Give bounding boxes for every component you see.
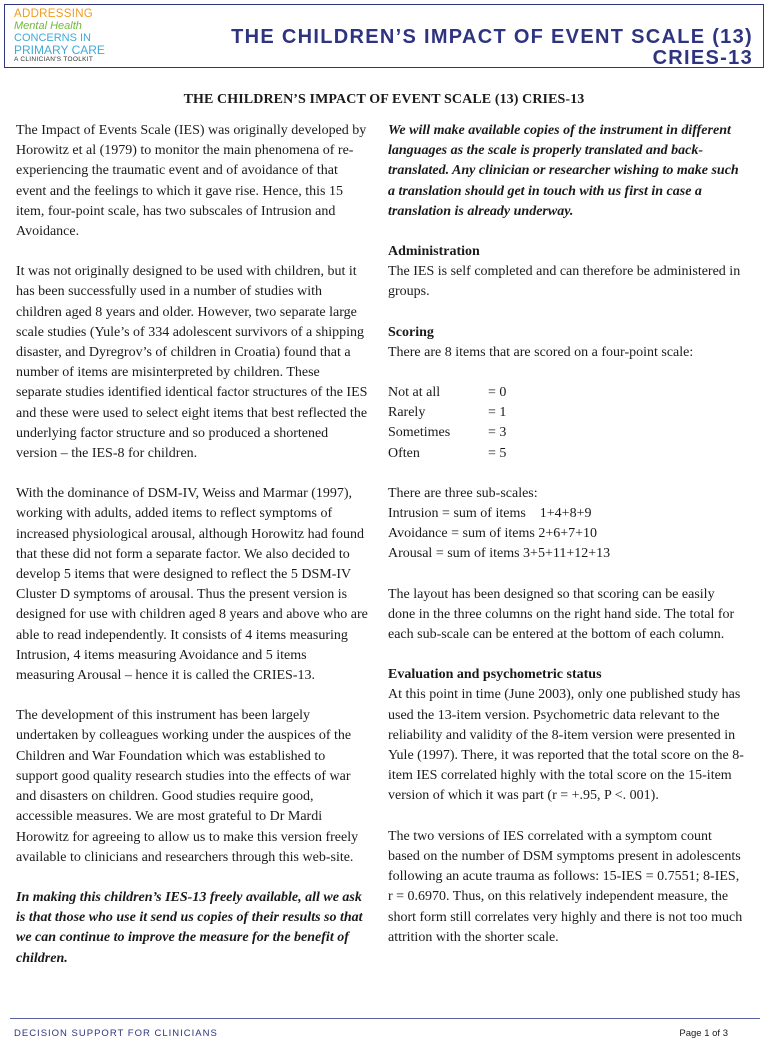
logo-line-2: Mental Health <box>14 20 82 32</box>
request-paragraph: In making this children’s IES-13 freely available, all we ask is that those who use it send us copies of their results so that we can continue to improve the measure for the benefit of children. <box>16 889 363 966</box>
header-title-line-1: THE CHILDREN’S IMPACT OF EVENT SCALE (13) <box>231 26 753 48</box>
intro-paragraph: The Impact of Events Scale (IES) was originally developed by Horowitz et al (1979) to monitor the main phenomena of re-experiencing the traumatic event and of avoidance of that event and the feelings to which it gave rise. Hence, this 15 item, four-point scale, has two subscales of Intrusion and Avoidance. <box>16 123 367 240</box>
scale-row <box>388 383 744 403</box>
administration-heading: Administration <box>388 244 480 260</box>
subscales-intro: There are three sub-scales: <box>388 485 538 501</box>
logo-line-1: ADDRESSING <box>14 8 94 20</box>
header-title-line-2: CRIES-13 <box>652 47 753 69</box>
scoring-scale <box>388 383 744 464</box>
scale-value: = 5 <box>488 445 507 461</box>
scale-row <box>388 403 744 423</box>
scale-label: Sometimes <box>388 425 451 441</box>
scale-value: = 3 <box>488 425 507 441</box>
logo-line-3: CONCERNS IN <box>14 32 92 44</box>
evaluation-heading: Evaluation and psychometric status <box>388 667 602 683</box>
children-use-paragraph: It was not originally designed to be used with children, but it has been successfully used in a number of studies with children aged 8 years and older. However, two separate large scale studies (Yule’s of 334 adolescent survivors of a shipping disaster, and Dyregrov’s of children in Croatia) found that a number of items are misinterpreted by children. These separate studies identified identical factor structures of the IES and these were used to select eight items that best reflected the underlying factor structure and so produced a shortened version – the IES-8 for children. <box>16 264 368 462</box>
subscale-arousal: Arousal = sum of items 3+5+11+12+13 <box>388 546 611 562</box>
footer-divider <box>10 1018 760 1019</box>
dsm-paragraph: With the dominance of DSM-IV, Weiss and Marmar (1997), working with adults, added items to reflect symptoms of increased physiological arousal, although Horowitz had found that these did not form a separate factor. We also decided to develop 5 items that were designed to reflect the 5 DSM-IV Cluster D symptoms of arousal. Thus the present version is designed for use with children aged 8 years and above who are able to read independently. It consists of 4 items measuring Intrusion, 4 items measuring Avoidance and 5 items measuring Arousal – hence it is called the CRIES-13. <box>16 486 368 684</box>
scale-value: = 1 <box>488 405 507 421</box>
logo-line-4: PRIMARY CARE <box>14 43 105 57</box>
administration-text: The IES is self completed and can therefore be administered in groups. <box>388 264 741 300</box>
header-title <box>231 27 753 69</box>
page-number: Page 1 of 3 <box>679 1028 728 1039</box>
correlation-paragraph: The two versions of IES correlated with a symptom count based on the number of DSM symptoms present in adolescents following an acute trauma as follows: 15-IES = 0.7551; 8-IES, r = 0.6970. Thus, on this relatively independent measure, the short form still correlates very highly and there is not too much attrition with the shorter scale. <box>388 828 743 945</box>
scale-label: Rarely <box>388 405 426 421</box>
scale-label: Not at all <box>388 385 441 401</box>
scoring-heading: Scoring <box>388 324 434 340</box>
scoring-text: There are 8 items that are scored on a four-point scale: <box>388 344 694 360</box>
scale-row <box>388 423 744 443</box>
logo-line-5: A CLINICIAN'S TOOLKIT <box>14 56 94 63</box>
subscale-avoidance: Avoidance = sum of items 2+6+7+10 <box>388 526 598 542</box>
development-paragraph: The development of this instrument has been largely undertaken by colleagues working under the auspices of the Children and War Foundation which was established to support good quality research studies into the effects of war and disasters on children. Good studies require good, accessible measures. We are most grateful to Dr Mardi Horowitz for agreeing to allow us to make this version freely available to clinicians and researchers through this web-site. <box>16 708 359 865</box>
scale-label: Often <box>388 445 420 461</box>
subscale-intrusion: Intrusion = sum of items 1+4+8+9 <box>388 506 592 522</box>
document-title: THE CHILDREN’S IMPACT OF EVENT SCALE (13) CRIES-13 <box>183 92 585 107</box>
layout-paragraph: The layout has been designed so that scoring can be easily done in the three columns on the right hand side. The total for each sub-scale can be entered at the bottom of each column. <box>388 586 735 643</box>
left-column <box>16 121 368 989</box>
footer-label: DECISION SUPPORT FOR CLINICIANS <box>14 1028 218 1039</box>
translation-paragraph: We will make available copies of the instrument in different languages as the scale is properly translated and back-translated. Any clinician or researcher wishing to make such a translation should get in touch with us first in case a translation is already underway. <box>388 123 739 219</box>
toolkit-logo <box>14 8 122 64</box>
subscales-block <box>388 484 744 565</box>
right-column <box>388 121 744 968</box>
header-banner <box>4 4 764 68</box>
scale-value: = 0 <box>488 385 507 401</box>
evaluation-text: At this point in time (June 2003), only one published study has used the 13-item version. Psychometric data relevant to the reliability and validity of the 8-item version were presented in Yule (1997). There, it was reported that the total score on the 8-item IES correlated highly with the total score on the 15-item version of which it was part (r = +.95, P <. 001). <box>388 687 744 804</box>
scale-row <box>388 444 744 464</box>
